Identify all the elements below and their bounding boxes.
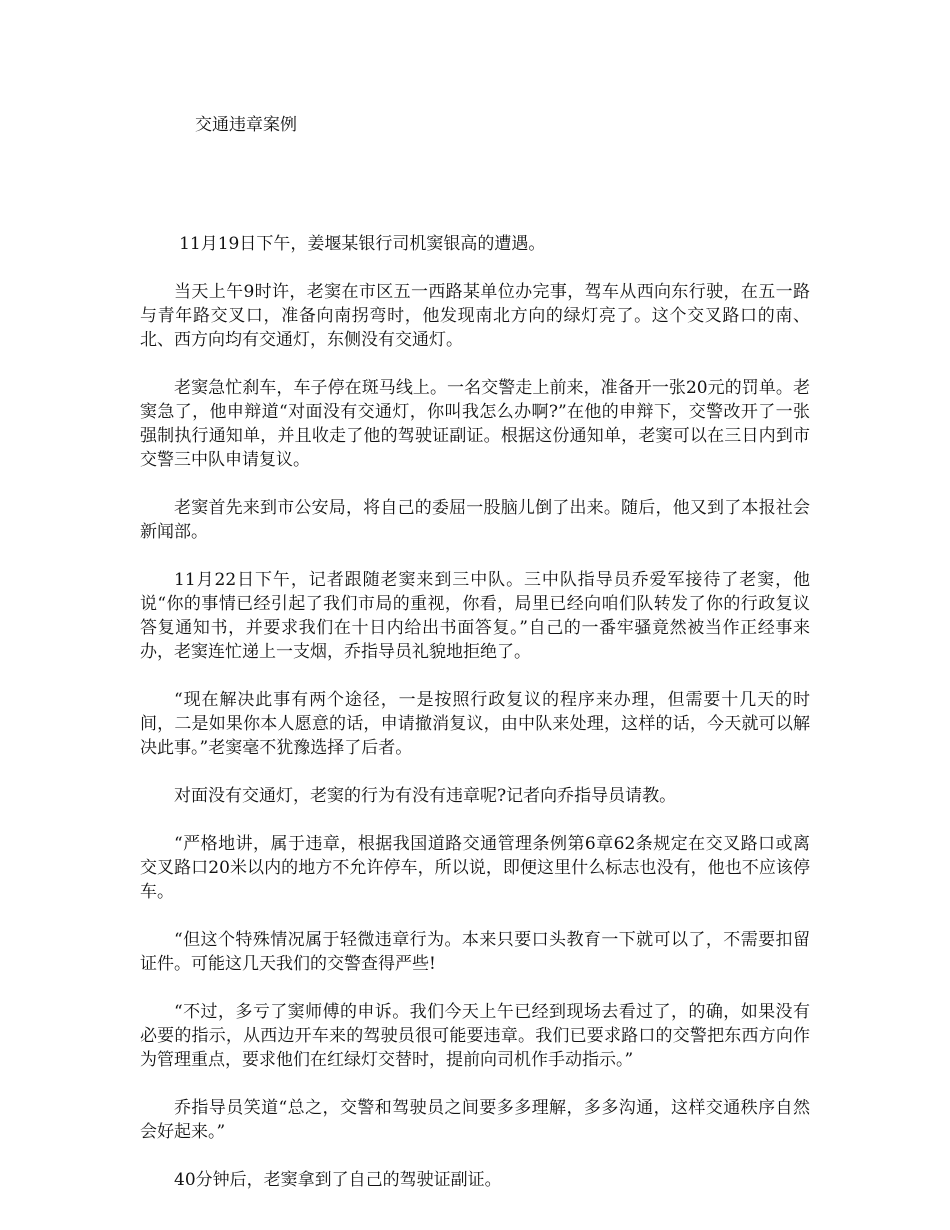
paragraph: “严格地讲，属于违章，根据我国道路交通管理条例第6章62条规定在交叉路口或离交叉路口20米以内的地方不允许停车，所以说，即便这里什么标志也没有，他也不应该停车。: [140, 834, 810, 902]
paragraph: “现在解决此事有两个途径，一是按照行政复议的程序来办理，但需要十几天的时间，二是如果你本人愿意的话，申请撤消复议，由中队来处理，这样的话，今天就可以解决此事。”老窦毫不犹豫选择了后者。: [140, 690, 810, 758]
document-title: 交通违章案例: [195, 115, 297, 135]
paragraph: 对面没有交通灯，老窦的行为有没有违章呢?记者向乔指导员请教。: [174, 786, 677, 806]
paragraph: 老窦首先来到市公安局，将自己的委屈一股脑儿倒了出来。随后，他又到了本报社会新闻部。: [140, 498, 810, 542]
paragraph: 乔指导员笑道“总之，交警和驾驶员之间要多多理解，多多沟通，这样交通秩序自然会好起来。”: [140, 1098, 810, 1142]
paragraph: “不过，多亏了窦师傅的申诉。我们今天上午已经到现场去看过了，的确，如果没有必要的指示，从西边开车来的驾驶员很可能要违章。我们已要求路口的交警把东西方向作为管理重点，要求他们在红绿灯交替时，提前向司机作手动指示。”: [140, 1002, 810, 1070]
paragraph: 11月19日下午，姜堰某银行司机窦银高的遭遇。: [179, 234, 546, 254]
paragraph: 老窦急忙刹车，车子停在斑马线上。一名交警走上前来，准备开一张20元的罚单。老窦急了，他申辩道“对面没有交通灯，你叫我怎么办啊?”在他的申辩下，交警改开了一张强制执行通知单，并且收走了他的驾驶证副证。根据这份通知单，老窦可以在三日内到市交警三中队申请复议。: [140, 378, 810, 470]
paragraph: 11月22日下午，记者跟随老窦来到三中队。三中队指导员乔爱军接待了老窦，他说“你的事情已经引起了我们市局的重视，你看，局里已经向咱们队转发了你的行政复议答复通知书，并要求我们在十日内给出书面答复。”自己的一番牢骚竟然被当作正经事来办，老窦连忙递上一支烟，乔指导员礼貌地拒绝了。: [140, 570, 810, 662]
paragraph: 40分钟后，老窦拿到了自己的驾驶证副证。: [174, 1170, 502, 1190]
paragraph: “但这个特殊情况属于轻微违章行为。本来只要口头教育一下就可以了，不需要扣留证件。可能这几天我们的交警查得严些!: [140, 930, 810, 974]
document-body: [140, 232, 810, 1216]
paragraph: 当天上午9时许，老窦在市区五一西路某单位办完事，驾车从西向东行驶，在五一路与青年路交叉口，准备向南拐弯时，他发现南北方向的绿灯亮了。这个交叉路口的南、北、西方向均有交通灯，东侧没有交通灯。: [140, 282, 810, 350]
